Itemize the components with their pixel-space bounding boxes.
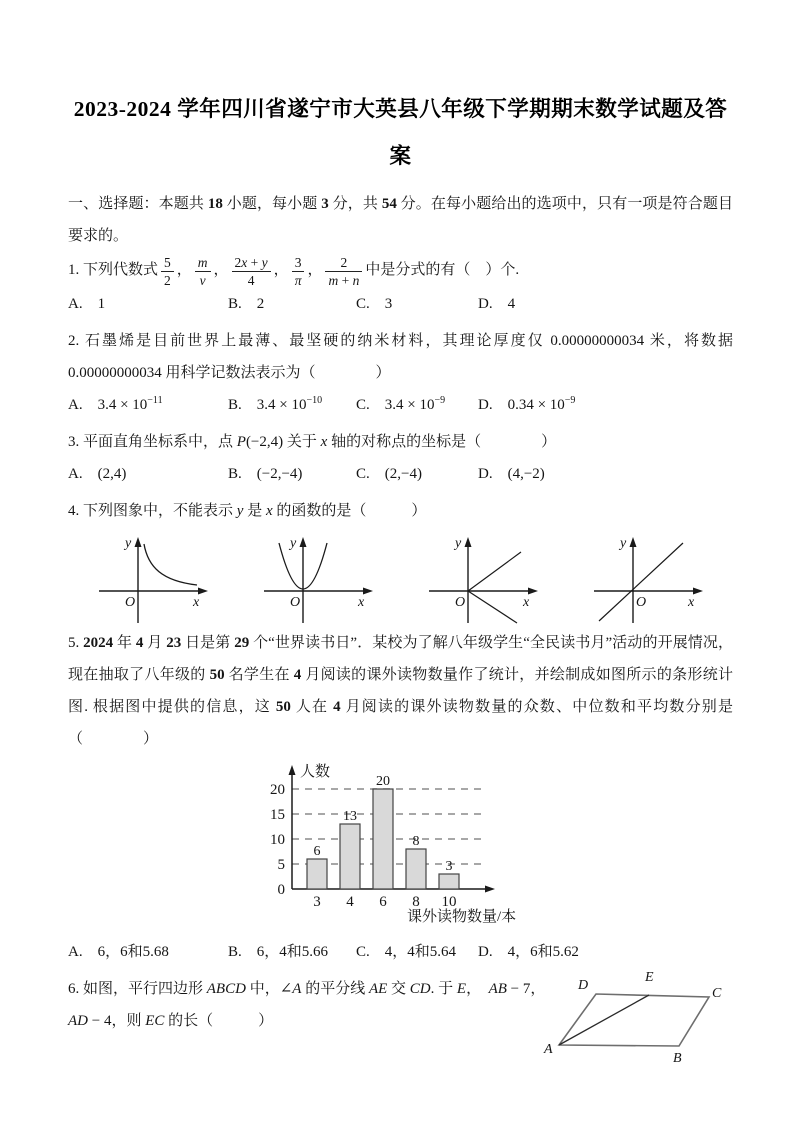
vertex-label-a: A	[544, 1042, 553, 1058]
question-2-options	[68, 391, 733, 420]
option-item: A. 1	[68, 296, 106, 313]
option-item: D. (4,−2)	[478, 466, 545, 483]
page-title-line1: 2023-2024 学年四川省遂宁市大英县八年级下学期期末数学试题及答	[73, 97, 728, 121]
parallelogram-figure	[536, 963, 754, 1075]
svg-text:人数: 人数	[300, 764, 331, 781]
x-axis-label: x	[358, 595, 365, 611]
svg-text:8: 8	[412, 834, 420, 850]
function-graph-line-icon	[589, 533, 711, 625]
y-axis-label: y	[125, 536, 132, 552]
graph-option-c	[398, 533, 563, 625]
svg-text:13: 13	[343, 809, 357, 825]
option-item: C. (2,−4)	[356, 466, 422, 483]
option-item: B. 6，4和5.66	[228, 944, 329, 961]
question-5-text: 5. 2024 年 4 月 23 日是第 29 个“世界读书日”．某校为了解八年级学生“全民读书月”活动的开展情况，现在抽取了八年级的 50 名学生在 4 月阅读的课外读物数量作了统计，并绘制成如图所示的条形统计图. 根据图中提供的信息，这 50 人在 4 月阅读的课外读物数量的众数、中位数和平均数分别是（ ）	[68, 635, 733, 748]
svg-text:10: 10	[441, 894, 457, 911]
y-axis-label: y	[620, 536, 627, 552]
question-1-options	[68, 290, 733, 319]
question-4-graphs	[68, 533, 733, 625]
question-3-options	[68, 460, 733, 489]
option-item: C. 3	[356, 296, 393, 313]
page-title-line2: 案	[389, 144, 412, 168]
origin-label: O	[636, 595, 647, 611]
option-item: D. $0.34 \times 10^{-9}$	[478, 395, 576, 414]
x-axis-label: x	[193, 595, 200, 611]
origin-label: O	[290, 595, 301, 611]
vertex-label-d: D	[578, 978, 589, 994]
option-item: D. 4，6和5.62	[478, 944, 579, 961]
vertex-label-e: E	[645, 970, 654, 986]
vertex-label-b: B	[673, 1051, 682, 1067]
option-item: A. $3.4 \times 10^{-11}$	[68, 395, 163, 414]
svg-text:6: 6	[379, 894, 387, 911]
graph-option-a	[68, 533, 233, 625]
y-axis-label: y	[290, 536, 297, 552]
option-item: A. (2,4)	[68, 466, 127, 483]
option-item: C. 4，4和5.64	[356, 944, 457, 961]
option-item: A. 6，6和5.68	[68, 944, 169, 961]
option-item: B. 2	[228, 296, 265, 313]
x-axis-label: x	[523, 595, 530, 611]
function-graph-parabola-icon	[259, 533, 381, 625]
svg-text:8: 8	[412, 894, 420, 911]
svg-text:4: 4	[346, 894, 354, 911]
option-item: D. 4	[478, 296, 516, 313]
question-5	[68, 627, 733, 967]
question-6-line2: AD − 4，则 EC 的长（ ）	[68, 1013, 274, 1030]
option-item: B. (−2,−4)	[228, 466, 303, 483]
graph-option-b	[233, 533, 398, 625]
question-6	[68, 970, 733, 1089]
question-4-text: 4. 下列图象中，不能表示 y 是 x 的函数的是（ ）	[68, 503, 427, 520]
svg-text:3: 3	[313, 894, 321, 911]
graph-option-d	[563, 533, 733, 625]
option-item: C. $3.4 \times 10^{-9}$	[356, 395, 446, 414]
svg-text:10: 10	[270, 832, 285, 849]
origin-label: O	[455, 595, 466, 611]
page-title	[68, 86, 733, 180]
option-item: B. $3.4 \times 10^{-10}$	[228, 395, 323, 414]
vertex-label-c: C	[712, 986, 722, 1002]
function-graph-two-rays-icon	[424, 533, 546, 625]
bar-chart	[247, 759, 733, 936]
function-graph-hyperbola-icon	[94, 533, 216, 625]
question-2-text: 2. 石墨烯是目前世界上最薄、最坚硬的纳米材料，其理论厚度仅 0.00000000034 米，将数据 0.00000000034 用科学记数法表示为（ ）	[68, 333, 733, 382]
x-axis-label: x	[688, 595, 695, 611]
svg-text:5: 5	[277, 857, 285, 874]
origin-label: O	[125, 595, 136, 611]
y-axis-label: y	[455, 536, 462, 552]
bar-chart-svg	[247, 759, 547, 931]
svg-text:20: 20	[270, 782, 285, 799]
svg-text:0: 0	[277, 882, 285, 899]
question-6-line1: 6. 如图，平行四边形 ABCD 中，∠A 的平分线 AE 交 CD. 于 E， AB − 7，	[68, 981, 546, 998]
svg-text:6: 6	[313, 844, 321, 860]
svg-text:3: 3	[445, 859, 453, 875]
question-6-text	[68, 973, 546, 1037]
question-3-text: 3. 平面直角坐标系中，点 P(−2,4) 关于 x 轴的对称点的坐标是（ ）	[68, 434, 557, 451]
svg-text:课外读物数量/本: 课外读物数量/本	[407, 909, 517, 926]
question-1-text: 1. 下列代数式 $\frac{5}{2}$ ， $\frac{m}{v}$ ， $\frac{2x + y}{4}$ ， $\frac{3}{\pi}$ ， $\frac{2}{m + n}$ 中是分式的有（ ）个.	[68, 254, 520, 288]
svg-text:15: 15	[270, 807, 285, 824]
section-intro: 一、选择题：本题共 18 小题，每小题 3 分，共 54 分。在每小题给出的选项中，只有一项是符合题目要求的。	[68, 196, 733, 244]
svg-text:20: 20	[376, 774, 390, 790]
